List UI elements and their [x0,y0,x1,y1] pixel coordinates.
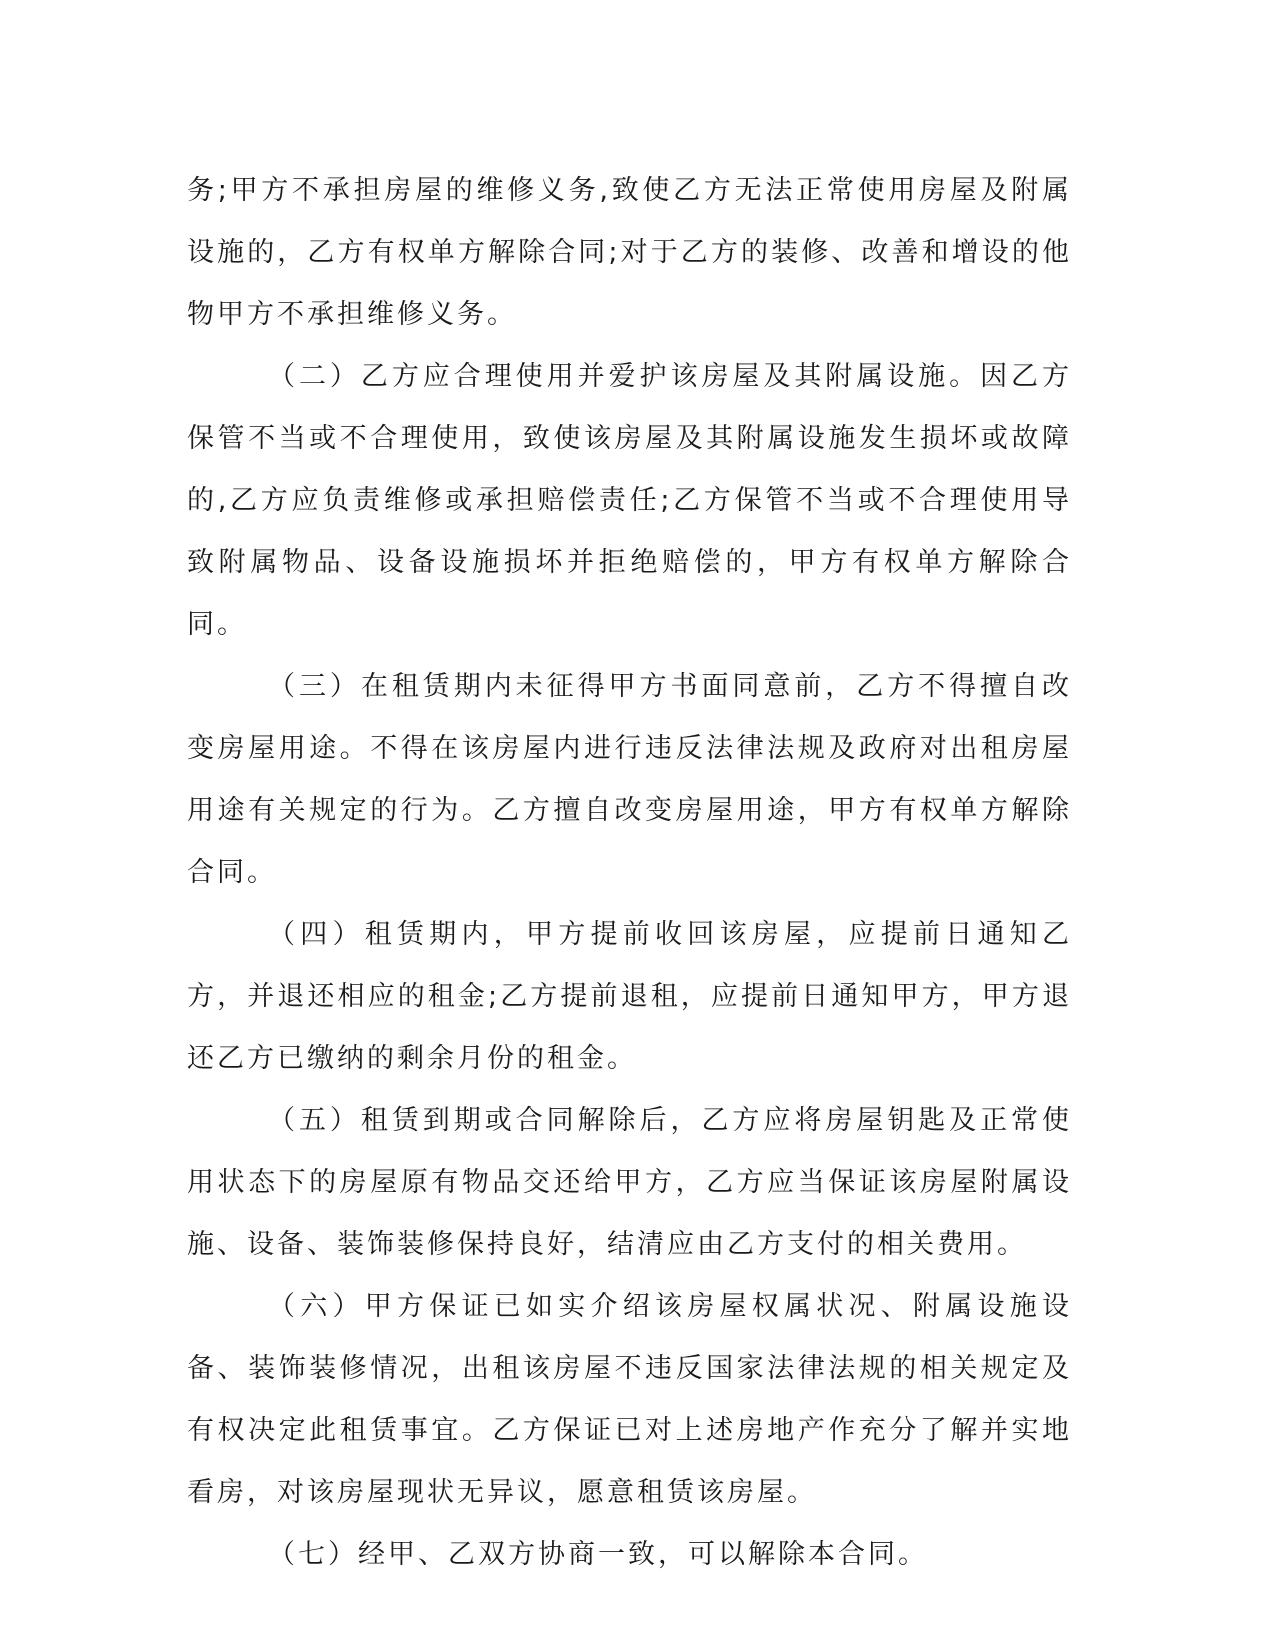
paragraph-clause-6: （六）甲方保证已如实介绍该房屋权属状况、附属设施设备、装饰装修情况，出租该房屋不违反国家法律法规的相关规定及有权决定此租赁事宜。乙方保证已对上述房地产作充分了解并实地看房，对该房屋现状无异议，愿意租赁该房屋。 [187,1291,1072,1508]
paragraph-continuation: 务;甲方不承担房屋的维修义务,致使乙方无法正常使用房屋及附属设施的，乙方有权单方解除合同;对于乙方的装修、改善和增设的他物甲方不承担维修义务。 [187,175,1072,330]
paragraph-clause-3: （三）在租赁期内未征得甲方书面同意前，乙方不得擅自改变房屋用途。不得在该房屋内进行违反法律法规及政府对出租房屋用途有关规定的行为。乙方擅自改变房屋用途，甲方有权单方解除合同。 [187,671,1072,888]
paragraph-clause-2: （二）乙方应合理使用并爱护该房屋及其附属设施。因乙方保管不当或不合理使用，致使该房屋及其附属设施发生损坏或故障的,乙方应负责维修或承担赔偿责任;乙方保管不当或不合理使用导致附属物品、设备设施损坏并拒绝赔偿的，甲方有权单方解除合同。 [187,361,1072,640]
paragraph-clause-5: （五）租赁到期或合同解除后，乙方应将房屋钥匙及正常使用状态下的房屋原有物品交还给甲方，乙方应当保证该房屋附属设施、设备、装饰装修保持良好，结清应由乙方支付的相关费用。 [187,1105,1072,1260]
contract-body [187,160,1072,1586]
paragraph-clause-4: （四）租赁期内，甲方提前收回该房屋，应提前日通知乙方，并退还相应的租金;乙方提前退租，应提前日通知甲方，甲方退还乙方已缴纳的剩余月份的租金。 [187,919,1072,1074]
paragraph-clause-7: （七）经甲、乙双方协商一致，可以解除本合同。 [268,1539,928,1570]
